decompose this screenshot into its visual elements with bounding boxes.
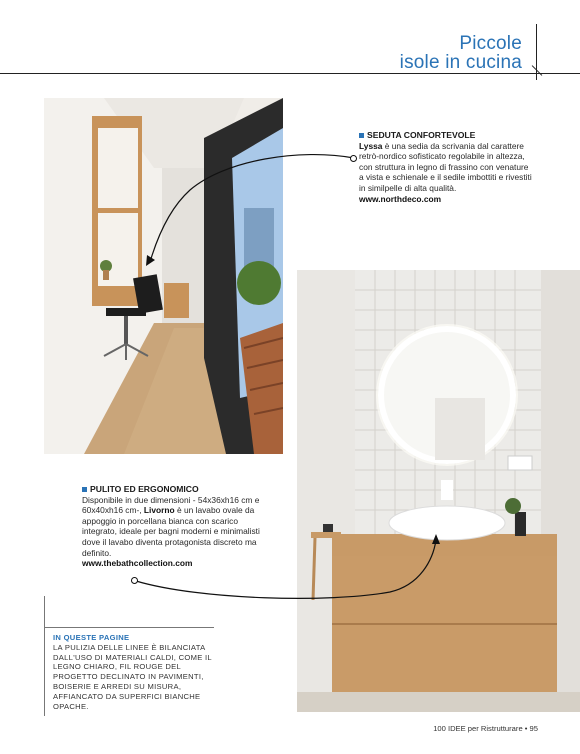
page-footer: 100 IDEE per Ristrutturare • 95 — [433, 724, 538, 733]
bullet-square-icon — [82, 487, 87, 492]
office-desk-photo — [44, 98, 283, 454]
note-vertical-rule — [44, 596, 45, 716]
title-line-2: isole in cucina — [399, 52, 522, 73]
caption-text-2: è un lavabo ovale da appoggio in porcellana bianca con scarico integrato, ideale per bagni moderni e minimalisti dove il lavabo diventa protagonista discreto ma definito. — [82, 505, 260, 558]
header-rule — [0, 73, 580, 74]
header-corner-mark — [532, 65, 543, 76]
product-name: Livorno — [143, 505, 175, 516]
product-name: Lyssa — [359, 140, 383, 151]
caption-text: è una sedia da scrivania dal carattere retrò-nordico sofisticato regolabile in altezza, con struttura in legno di frassino con venature a vista e schienale e il sedile imbottiti e rivestiti in similpelle di alta qualità. — [359, 140, 532, 193]
note-horizontal-rule — [44, 627, 214, 628]
page-title — [400, 34, 522, 72]
caption-heading: PULITO ED ERGONOMICO — [82, 484, 264, 495]
caption-link[interactable]: www.thebathcollection.com — [82, 558, 193, 569]
pointer-dot-icon — [131, 577, 138, 584]
side-note — [53, 633, 213, 711]
caption-pulito-ed-ergonomico — [82, 484, 264, 569]
caption-seduta-confortevole — [359, 130, 534, 204]
caption-body — [359, 141, 534, 194]
pointer-dot-icon — [350, 155, 357, 162]
bullet-square-icon — [359, 133, 364, 138]
caption-heading: SEDUTA CONFORTEVOLE — [359, 130, 534, 141]
bathroom-sink-photo — [297, 270, 580, 712]
caption-body — [82, 495, 264, 559]
title-line-1: Piccole — [459, 33, 522, 54]
caption-link[interactable]: www.northdeco.com — [359, 193, 442, 204]
note-text: LA PULIZIA DELLE LINEE È BILANCIATA DALL'USO DI MATERIALI CALDI, COME IL LEGNO CHIARO, FIL ROUGE DEL PROGETTO DECLINATO IN PAVIMENTI, BOISERIE E ARREDI SU MISURA, AFFIANCATO DA SUPERFICI BIANCHE OPACHE. — [53, 642, 212, 711]
note-heading: IN QUESTE PAGINE — [53, 633, 130, 642]
caption-text-1: Disponibile in due dimensioni - 54x36xh16 cm e 60x40xh16 cm-, — [82, 494, 260, 516]
